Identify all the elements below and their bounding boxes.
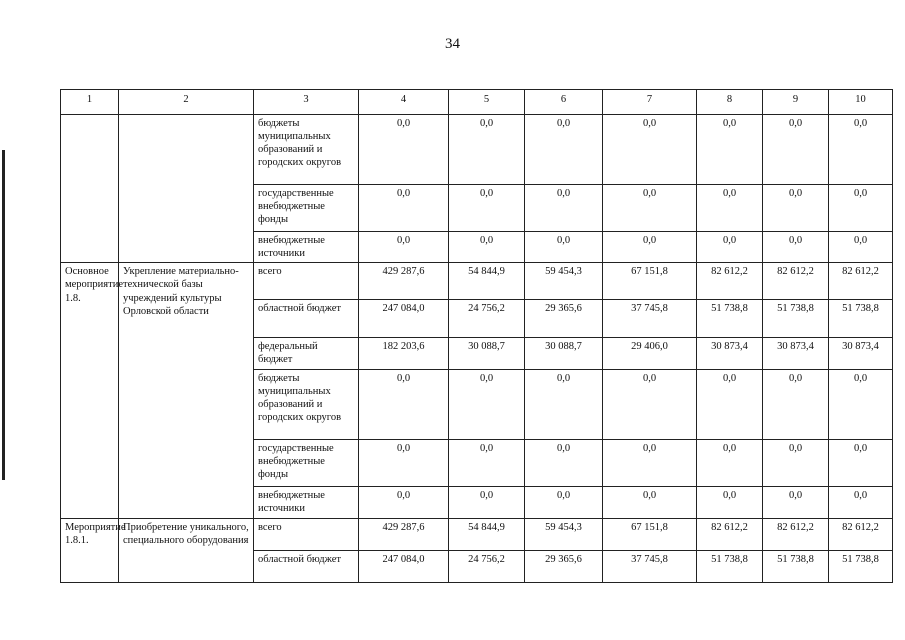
value-cell: 29 365,6 <box>525 300 603 338</box>
table-row <box>61 518 893 550</box>
value-cell: 0,0 <box>697 486 763 518</box>
table-row <box>61 263 893 300</box>
value-cell: 0,0 <box>449 232 525 263</box>
budget-table <box>60 89 893 583</box>
value-cell: 30 873,4 <box>763 338 829 369</box>
value-cell: 0,0 <box>525 115 603 185</box>
value-cell: 0,0 <box>449 115 525 185</box>
funding-source-cell: внебюджетные источники <box>254 486 359 518</box>
value-cell: 429 287,6 <box>359 263 449 300</box>
scan-edge-mark <box>2 150 5 480</box>
value-cell: 0,0 <box>829 369 893 439</box>
funding-source-cell: государственные внебюджетные фонды <box>254 439 359 486</box>
header-cell-7: 7 <box>603 90 697 115</box>
value-cell: 0,0 <box>359 185 449 232</box>
value-cell: 0,0 <box>697 439 763 486</box>
header-cell-4: 4 <box>359 90 449 115</box>
funding-source-cell: бюджеты муниципальных образований и городских округов <box>254 115 359 185</box>
value-cell: 67 151,8 <box>603 263 697 300</box>
value-cell: 82 612,2 <box>763 518 829 550</box>
header-cell-10: 10 <box>829 90 893 115</box>
value-cell: 0,0 <box>603 369 697 439</box>
value-cell: 82 612,2 <box>697 518 763 550</box>
value-cell: 30 873,4 <box>829 338 893 369</box>
value-cell: 0,0 <box>359 439 449 486</box>
value-cell: 0,0 <box>603 115 697 185</box>
value-cell: 59 454,3 <box>525 263 603 300</box>
value-cell: 54 844,9 <box>449 518 525 550</box>
measure-code-cell: Основное мероприятие 1.8. <box>61 263 119 518</box>
value-cell: 0,0 <box>763 369 829 439</box>
value-cell: 0,0 <box>359 115 449 185</box>
value-cell: 51 738,8 <box>763 300 829 338</box>
funding-source-cell: бюджеты муниципальных образований и городских округов <box>254 369 359 439</box>
page-number: 34 <box>445 36 460 52</box>
value-cell: 0,0 <box>829 486 893 518</box>
value-cell: 30 088,7 <box>525 338 603 369</box>
table-header-row <box>61 90 893 115</box>
value-cell: 0,0 <box>449 185 525 232</box>
value-cell: 0,0 <box>697 369 763 439</box>
header-cell-2: 2 <box>119 90 254 115</box>
funding-source-cell: внебюджетные источники <box>254 232 359 263</box>
value-cell: 0,0 <box>763 115 829 185</box>
table-row <box>61 115 893 185</box>
funding-source-cell: федеральный бюджет <box>254 338 359 369</box>
value-cell: 0,0 <box>763 486 829 518</box>
value-cell: 0,0 <box>525 232 603 263</box>
value-cell: 67 151,8 <box>603 518 697 550</box>
funding-source-cell: всего <box>254 518 359 550</box>
value-cell: 429 287,6 <box>359 518 449 550</box>
header-cell-1: 1 <box>61 90 119 115</box>
value-cell: 0,0 <box>829 185 893 232</box>
value-cell: 247 084,0 <box>359 550 449 582</box>
value-cell: 0,0 <box>763 439 829 486</box>
value-cell: 51 738,8 <box>697 550 763 582</box>
value-cell: 82 612,2 <box>829 518 893 550</box>
funding-source-cell: областной бюджет <box>254 300 359 338</box>
measure-name-cell: Укрепление материально-технической базы учреждений культуры Орловской области <box>119 263 254 518</box>
value-cell: 0,0 <box>449 439 525 486</box>
value-cell: 82 612,2 <box>697 263 763 300</box>
value-cell: 51 738,8 <box>829 550 893 582</box>
funding-source-cell: областной бюджет <box>254 550 359 582</box>
value-cell: 0,0 <box>697 232 763 263</box>
value-cell: 0,0 <box>359 369 449 439</box>
header-cell-5: 5 <box>449 90 525 115</box>
value-cell: 0,0 <box>359 486 449 518</box>
funding-source-cell: государственные внебюджетные фонды <box>254 185 359 232</box>
value-cell: 0,0 <box>829 232 893 263</box>
value-cell: 51 738,8 <box>697 300 763 338</box>
value-cell: 0,0 <box>829 115 893 185</box>
value-cell: 82 612,2 <box>763 263 829 300</box>
value-cell: 51 738,8 <box>829 300 893 338</box>
value-cell: 182 203,6 <box>359 338 449 369</box>
measure-code-cell <box>61 115 119 263</box>
value-cell: 0,0 <box>525 369 603 439</box>
header-cell-3: 3 <box>254 90 359 115</box>
value-cell: 0,0 <box>829 439 893 486</box>
value-cell: 0,0 <box>763 185 829 232</box>
value-cell: 82 612,2 <box>829 263 893 300</box>
measure-name-cell: Приобретение уникального, специального оборудования <box>119 518 254 582</box>
measure-name-cell <box>119 115 254 263</box>
header-cell-9: 9 <box>763 90 829 115</box>
header-cell-6: 6 <box>525 90 603 115</box>
value-cell: 0,0 <box>763 232 829 263</box>
value-cell: 247 084,0 <box>359 300 449 338</box>
value-cell: 24 756,2 <box>449 550 525 582</box>
measure-code-cell: Мероприятие 1.8.1. <box>61 518 119 582</box>
value-cell: 37 745,8 <box>603 550 697 582</box>
value-cell: 29 365,6 <box>525 550 603 582</box>
value-cell: 0,0 <box>525 185 603 232</box>
value-cell: 30 873,4 <box>697 338 763 369</box>
value-cell: 0,0 <box>525 486 603 518</box>
value-cell: 51 738,8 <box>763 550 829 582</box>
value-cell: 0,0 <box>697 115 763 185</box>
funding-source-cell: всего <box>254 263 359 300</box>
value-cell: 0,0 <box>449 486 525 518</box>
value-cell: 0,0 <box>697 185 763 232</box>
value-cell: 0,0 <box>449 369 525 439</box>
value-cell: 0,0 <box>603 439 697 486</box>
value-cell: 0,0 <box>603 232 697 263</box>
value-cell: 0,0 <box>603 185 697 232</box>
value-cell: 59 454,3 <box>525 518 603 550</box>
value-cell: 0,0 <box>359 232 449 263</box>
value-cell: 54 844,9 <box>449 263 525 300</box>
header-cell-8: 8 <box>697 90 763 115</box>
value-cell: 29 406,0 <box>603 338 697 369</box>
value-cell: 0,0 <box>525 439 603 486</box>
value-cell: 0,0 <box>603 486 697 518</box>
value-cell: 24 756,2 <box>449 300 525 338</box>
value-cell: 30 088,7 <box>449 338 525 369</box>
value-cell: 37 745,8 <box>603 300 697 338</box>
